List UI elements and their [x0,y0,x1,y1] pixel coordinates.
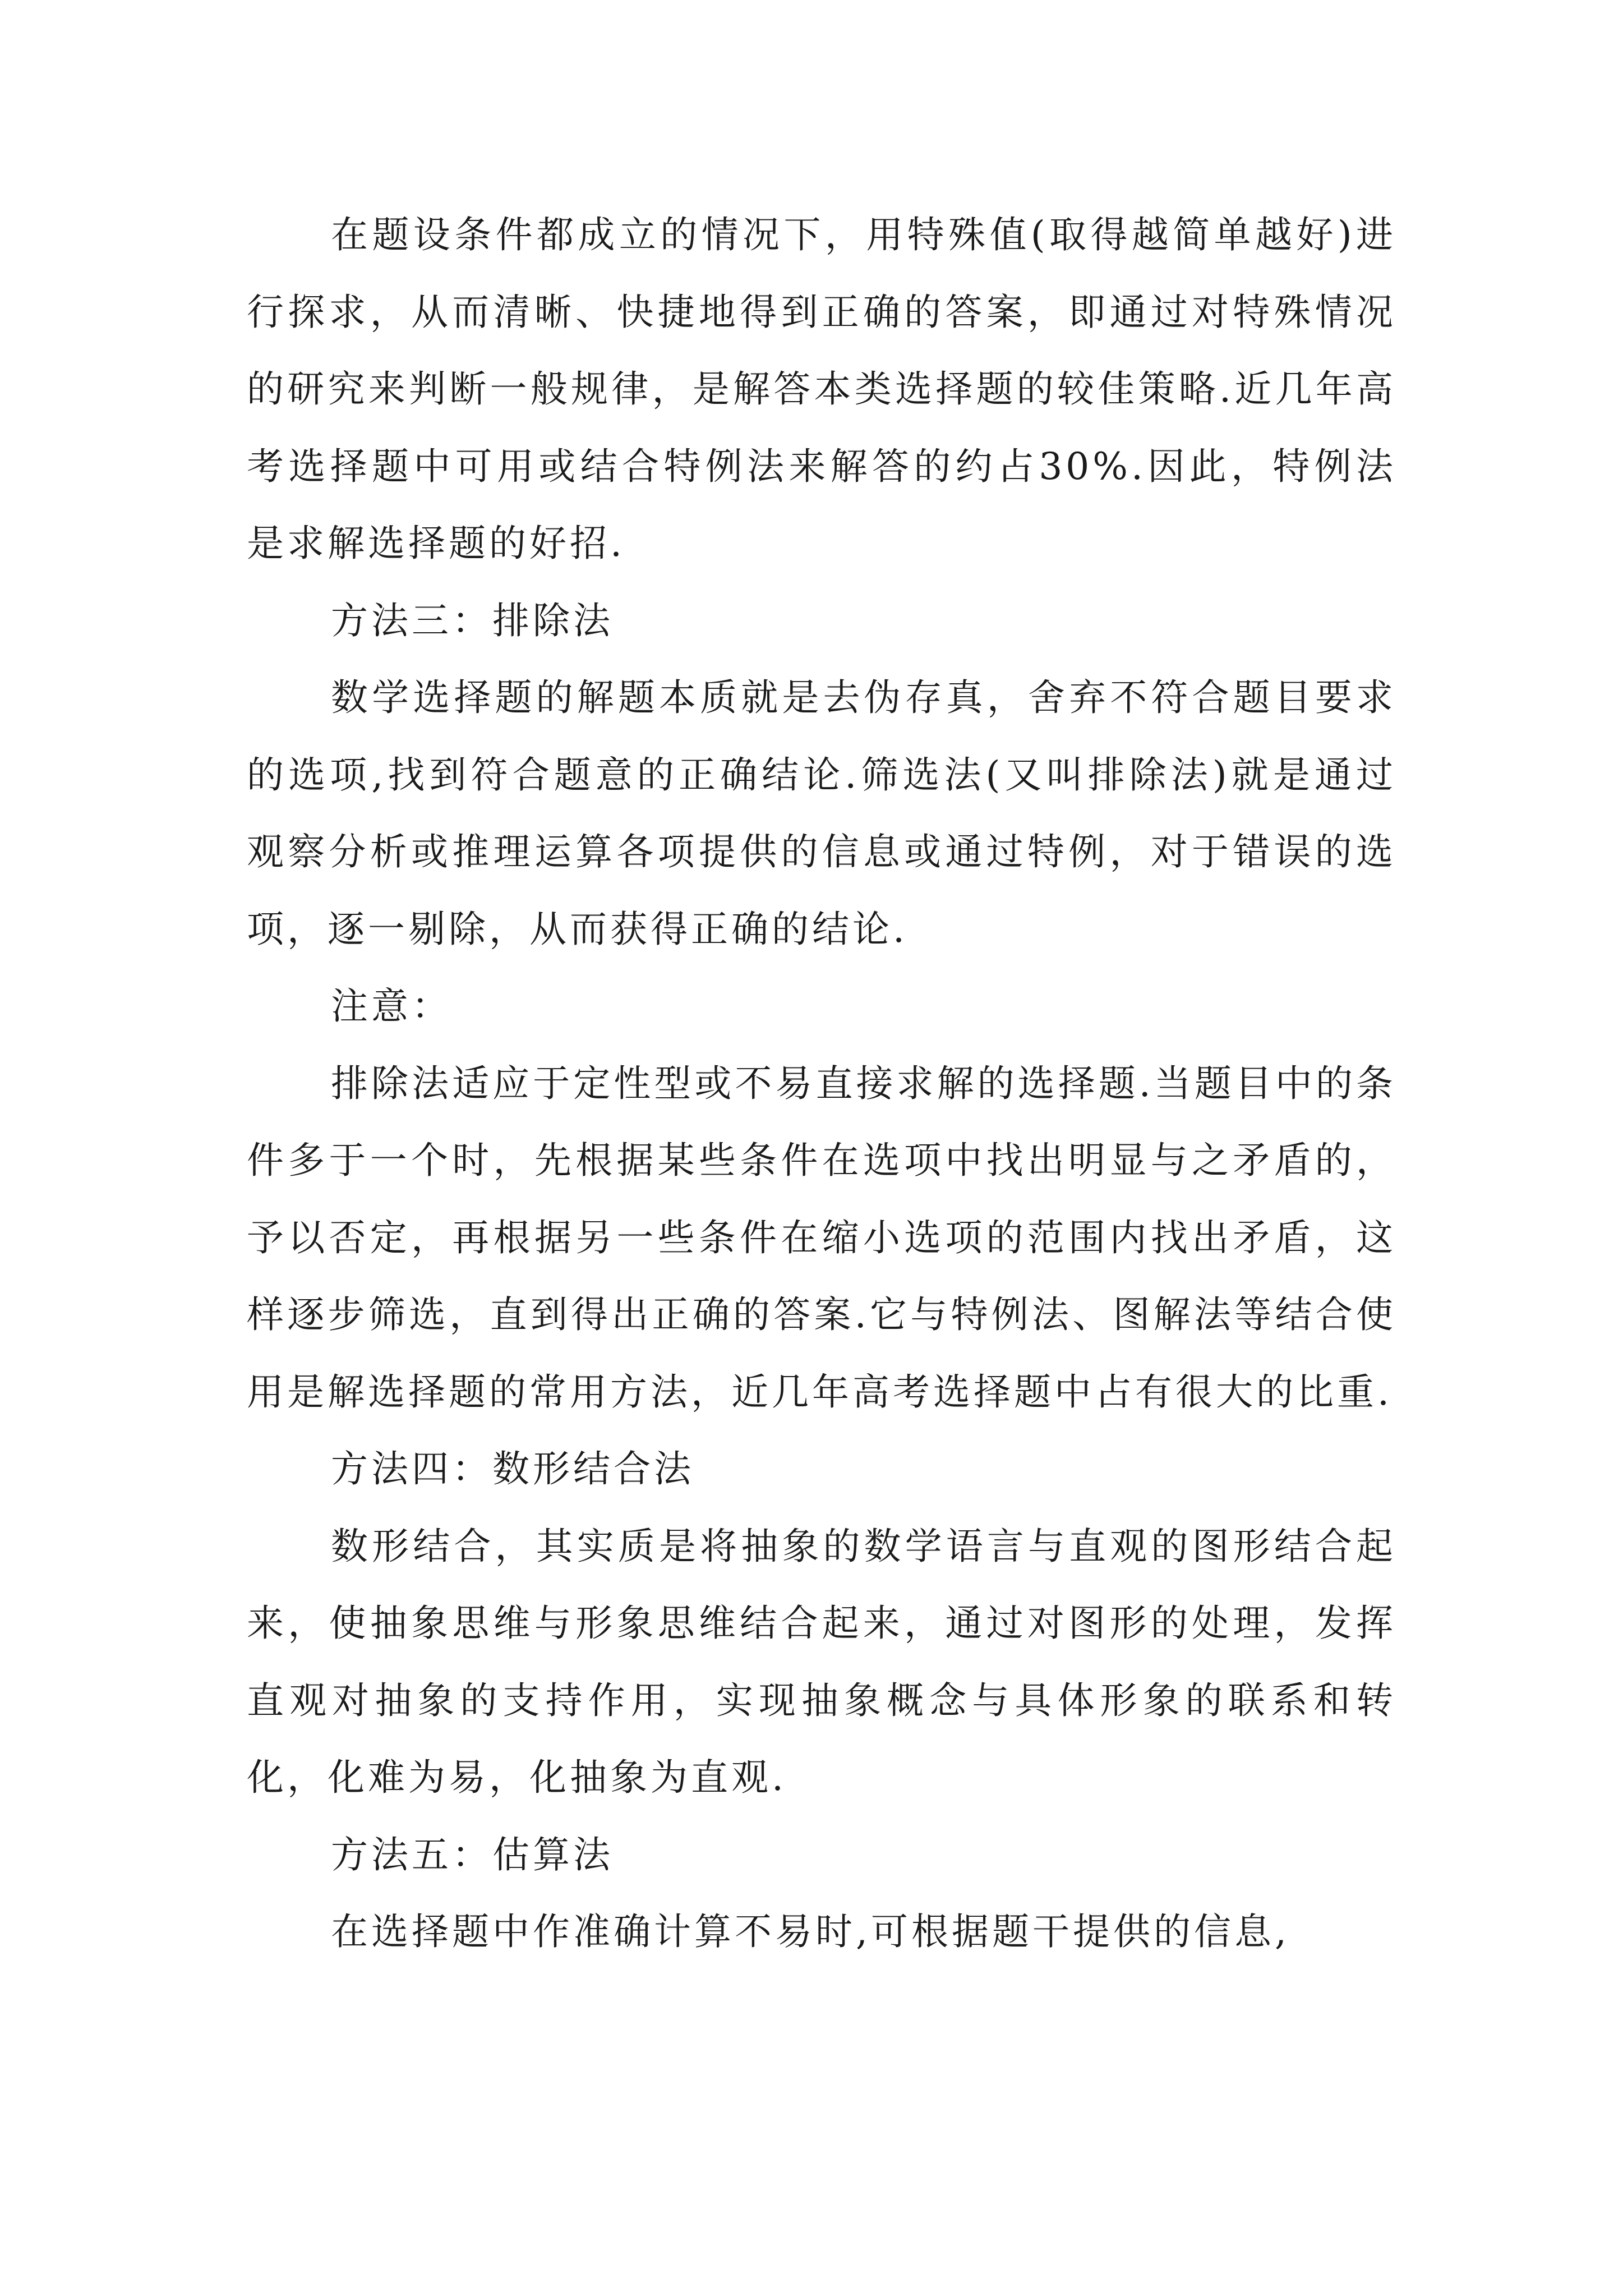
heading-method-four: 方法四：数形结合法 [331,1447,694,1490]
paragraph-special-value-intro: 在题设条件都成立的情况下，用特殊值(取得越简单越好)进行探求，从而清晰、快捷地得到正确的答案，即通过对特殊情况的研究来判断一般规律，是解答本类选择题的较佳策略.近几年高考选择题中可用或结合特例法来解答的约占30%.因此，特例法是求解选择题的好招. [247,213,1396,565]
paragraph-elimination-method: 数学选择题的解题本质就是去伪存真，舍弃不符合题目要求的选项,找到符合题意的正确结论.筛选法(又叫排除法)就是通过观察分析或推理运算各项提供的信息或通过特例，对于错误的选项，逐一剔除，从而获得正确的结论. [247,676,1396,951]
heading-method-five: 方法五：估算法 [331,1833,614,1876]
heading-method-three: 方法三：排除法 [331,599,614,642]
document-body [247,196,1396,1971]
heading-note: 注意： [331,984,452,1028]
paragraph-elimination-note: 排除法适应于定性型或不易直接求解的选择题.当题目中的条件多于一个时，先根据某些条件在选项中找出明显与之矛盾的，予以否定，再根据另一些条件在缩小选项的范围内找出矛盾，这样逐步筛选，直到得出正确的答案.它与特例法、图解法等结合使用是解选择题的常用方法，近几年高考选择题中占有很大的比重. [247,1061,1396,1414]
paragraph-estimation-method: 在选择题中作准确计算不易时,可根据题干提供的信息, [331,1910,1290,1953]
paragraph-number-shape-method: 数形结合，其实质是将抽象的数学语言与直观的图形结合起来，使抽象思维与形象思维结合起来，通过对图形的处理，发挥直观对抽象的支持作用，实现抽象概念与具体形象的联系和转化，化难为易，化抽象为直观. [247,1524,1396,1799]
